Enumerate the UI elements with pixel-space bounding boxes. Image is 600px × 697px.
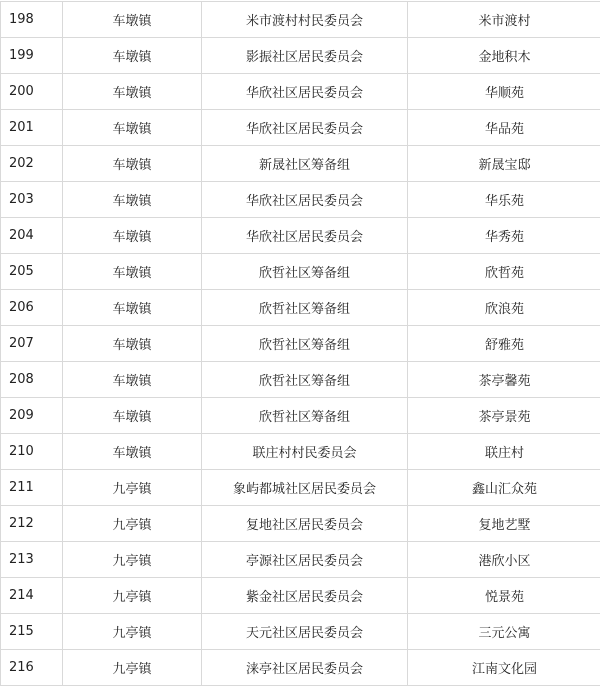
town-cell: 车墩镇 xyxy=(63,146,202,182)
row-number-cell: 211 xyxy=(1,470,63,506)
town-cell: 九亭镇 xyxy=(63,578,202,614)
row-number-cell: 208 xyxy=(1,362,63,398)
town-cell: 九亭镇 xyxy=(63,506,202,542)
town-cell: 车墩镇 xyxy=(63,110,202,146)
committee-cell: 欣哲社区筹备组 xyxy=(202,362,408,398)
town-cell: 九亭镇 xyxy=(63,470,202,506)
table-row xyxy=(1,182,600,218)
committee-cell: 米市渡村村民委员会 xyxy=(202,2,408,38)
committee-cell: 紫金社区居民委员会 xyxy=(202,578,408,614)
table-row xyxy=(1,218,600,254)
town-cell: 九亭镇 xyxy=(63,614,202,650)
community-cell: 欣哲苑 xyxy=(408,254,600,290)
committee-cell: 欣哲社区筹备组 xyxy=(202,254,408,290)
town-cell: 车墩镇 xyxy=(63,2,202,38)
table-row xyxy=(1,362,600,398)
town-cell: 车墩镇 xyxy=(63,290,202,326)
committee-cell: 影振社区居民委员会 xyxy=(202,38,408,74)
table-row xyxy=(1,434,600,470)
row-number-cell: 203 xyxy=(1,182,63,218)
committee-cell: 华欣社区居民委员会 xyxy=(202,110,408,146)
community-cell: 舒雅苑 xyxy=(408,326,600,362)
community-cell: 华品苑 xyxy=(408,110,600,146)
town-cell: 车墩镇 xyxy=(63,218,202,254)
row-number-cell: 198 xyxy=(1,2,63,38)
committee-cell: 华欣社区居民委员会 xyxy=(202,182,408,218)
town-cell: 车墩镇 xyxy=(63,362,202,398)
community-cell: 茶亭馨苑 xyxy=(408,362,600,398)
community-cell: 复地艺墅 xyxy=(408,506,600,542)
row-number-cell: 214 xyxy=(1,578,63,614)
town-cell: 车墩镇 xyxy=(63,74,202,110)
community-cell: 米市渡村 xyxy=(408,2,600,38)
committee-cell: 新晟社区筹备组 xyxy=(202,146,408,182)
community-cell: 江南文化园 xyxy=(408,650,600,686)
town-cell: 九亭镇 xyxy=(63,542,202,578)
row-number-cell: 216 xyxy=(1,650,63,686)
row-number-cell: 202 xyxy=(1,146,63,182)
table-row xyxy=(1,614,600,650)
committee-cell: 天元社区居民委员会 xyxy=(202,614,408,650)
row-number-cell: 199 xyxy=(1,38,63,74)
community-cell: 华顺苑 xyxy=(408,74,600,110)
table-row xyxy=(1,146,600,182)
committee-cell: 欣哲社区筹备组 xyxy=(202,290,408,326)
community-cell: 金地积木 xyxy=(408,38,600,74)
table-row xyxy=(1,470,600,506)
table-row xyxy=(1,326,600,362)
row-number-cell: 207 xyxy=(1,326,63,362)
town-cell: 车墩镇 xyxy=(63,182,202,218)
committee-cell: 华欣社区居民委员会 xyxy=(202,218,408,254)
table-row xyxy=(1,506,600,542)
community-cell: 鑫山汇众苑 xyxy=(408,470,600,506)
table-row xyxy=(1,542,600,578)
row-number-cell: 200 xyxy=(1,74,63,110)
table-row xyxy=(1,650,600,686)
town-cell: 车墩镇 xyxy=(63,398,202,434)
committee-cell: 欣哲社区筹备组 xyxy=(202,326,408,362)
committee-cell: 象屿都城社区居民委员会 xyxy=(202,470,408,506)
table-row xyxy=(1,254,600,290)
table-row xyxy=(1,38,600,74)
community-cell: 联庄村 xyxy=(408,434,600,470)
committee-cell: 欣哲社区筹备组 xyxy=(202,398,408,434)
row-number-cell: 215 xyxy=(1,614,63,650)
committee-cell: 涞亭社区居民委员会 xyxy=(202,650,408,686)
town-cell: 车墩镇 xyxy=(63,434,202,470)
row-number-cell: 205 xyxy=(1,254,63,290)
town-cell: 九亭镇 xyxy=(63,650,202,686)
table-row xyxy=(1,110,600,146)
community-cell: 茶亭景苑 xyxy=(408,398,600,434)
community-cell: 三元公寓 xyxy=(408,614,600,650)
table-row xyxy=(1,2,600,38)
table-row xyxy=(1,74,600,110)
row-number-cell: 209 xyxy=(1,398,63,434)
row-number-cell: 206 xyxy=(1,290,63,326)
row-number-cell: 210 xyxy=(1,434,63,470)
town-cell: 车墩镇 xyxy=(63,38,202,74)
committee-cell: 亭源社区居民委员会 xyxy=(202,542,408,578)
row-number-cell: 201 xyxy=(1,110,63,146)
community-cell: 港欣小区 xyxy=(408,542,600,578)
row-number-cell: 212 xyxy=(1,506,63,542)
row-number-cell: 213 xyxy=(1,542,63,578)
community-cell: 华秀苑 xyxy=(408,218,600,254)
community-cell: 悦景苑 xyxy=(408,578,600,614)
town-cell: 车墩镇 xyxy=(63,254,202,290)
row-number-cell: 204 xyxy=(1,218,63,254)
table-row xyxy=(1,290,600,326)
table-body xyxy=(1,2,600,686)
town-cell: 车墩镇 xyxy=(63,326,202,362)
committee-cell: 联庄村村民委员会 xyxy=(202,434,408,470)
table-row xyxy=(1,398,600,434)
table-row xyxy=(1,578,600,614)
community-cell: 欣浪苑 xyxy=(408,290,600,326)
community-cell: 华乐苑 xyxy=(408,182,600,218)
community-cell: 新晟宝邸 xyxy=(408,146,600,182)
committee-cell: 复地社区居民委员会 xyxy=(202,506,408,542)
community-table xyxy=(0,1,600,686)
committee-cell: 华欣社区居民委员会 xyxy=(202,74,408,110)
